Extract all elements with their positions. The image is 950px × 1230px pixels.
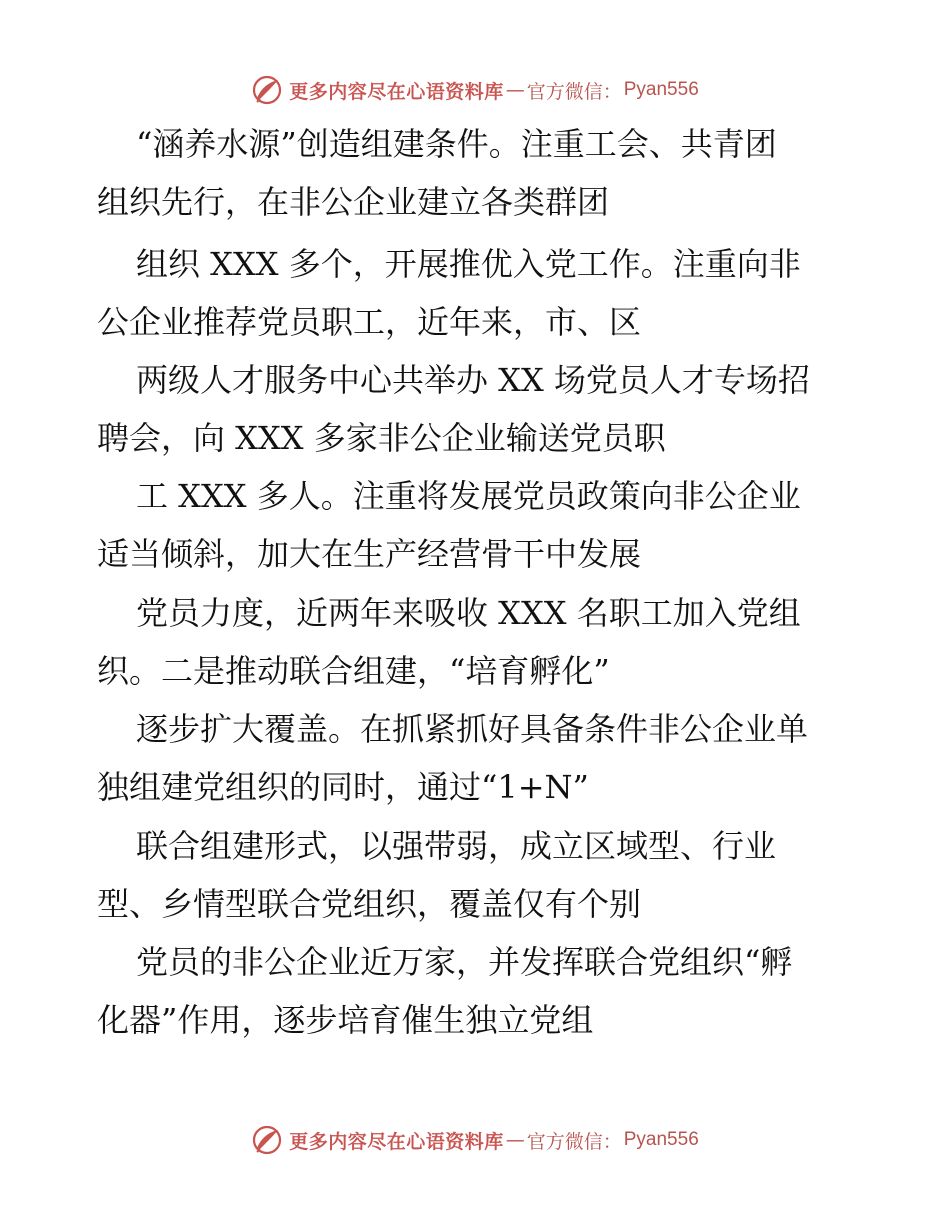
pen-logo-icon: [251, 74, 283, 106]
body-line: 独组建党组织的同时，通过“1+N”: [97, 768, 589, 806]
body-line: 适当倾斜，加大在生产经营骨干中发展: [97, 535, 642, 573]
header-banner: [0, 70, 950, 110]
body-line: 工 XXX 多人。注重将发展党员政策向非公企业: [136, 477, 801, 515]
body-line: 党员力度，近两年来吸收 XXX 名职工加入党组: [136, 594, 801, 632]
body-line: 聘会，向 XXX 多家非公企业输送党员职: [97, 419, 666, 457]
footer-banner: [0, 1120, 950, 1160]
body-line: 组织先行，在非公企业建立各类群团: [97, 183, 610, 221]
pen-logo-icon: [251, 1124, 283, 1156]
body-line: “涵养水源”创造组建条件。注重工会、共青团: [136, 125, 777, 163]
body-line: 型、乡情型联合党组织，覆盖仅有个别: [97, 885, 642, 923]
body-line: 公企业推荐党员职工，近年来，市、区: [97, 303, 642, 341]
header-wechat-label: 官方微信：: [526, 80, 622, 103]
footer-site-text: 更多内容尽在心语资料库: [289, 1130, 504, 1153]
body-line: 组织 XXX 多个，开展推优入党工作。注重向非: [136, 245, 801, 283]
body-line: 化器”作用，逐步培育催生独立党组: [97, 1001, 594, 1039]
body-line: 两级人才服务中心共举办 XX 场党员人才专场招: [136, 361, 810, 399]
header-wechat-id: Pyan556: [623, 79, 699, 100]
footer-separator: —: [505, 1129, 525, 1151]
body-line: 联合组建形式，以强带弱，成立区域型、行业: [136, 827, 777, 865]
body-line: 党员的非公企业近万家，并发挥联合党组织“孵: [136, 943, 793, 981]
body-line: 织。二是推动联合组建，“培育孵化”: [97, 652, 610, 690]
footer-wechat-id: Pyan556: [623, 1129, 699, 1150]
header-separator: —: [505, 79, 525, 101]
header-site-text: 更多内容尽在心语资料库: [289, 80, 504, 103]
body-line: 逐步扩大覆盖。在抓紧抓好具备条件非公企业单: [136, 710, 809, 748]
footer-wechat-label: 官方微信：: [526, 1130, 622, 1153]
